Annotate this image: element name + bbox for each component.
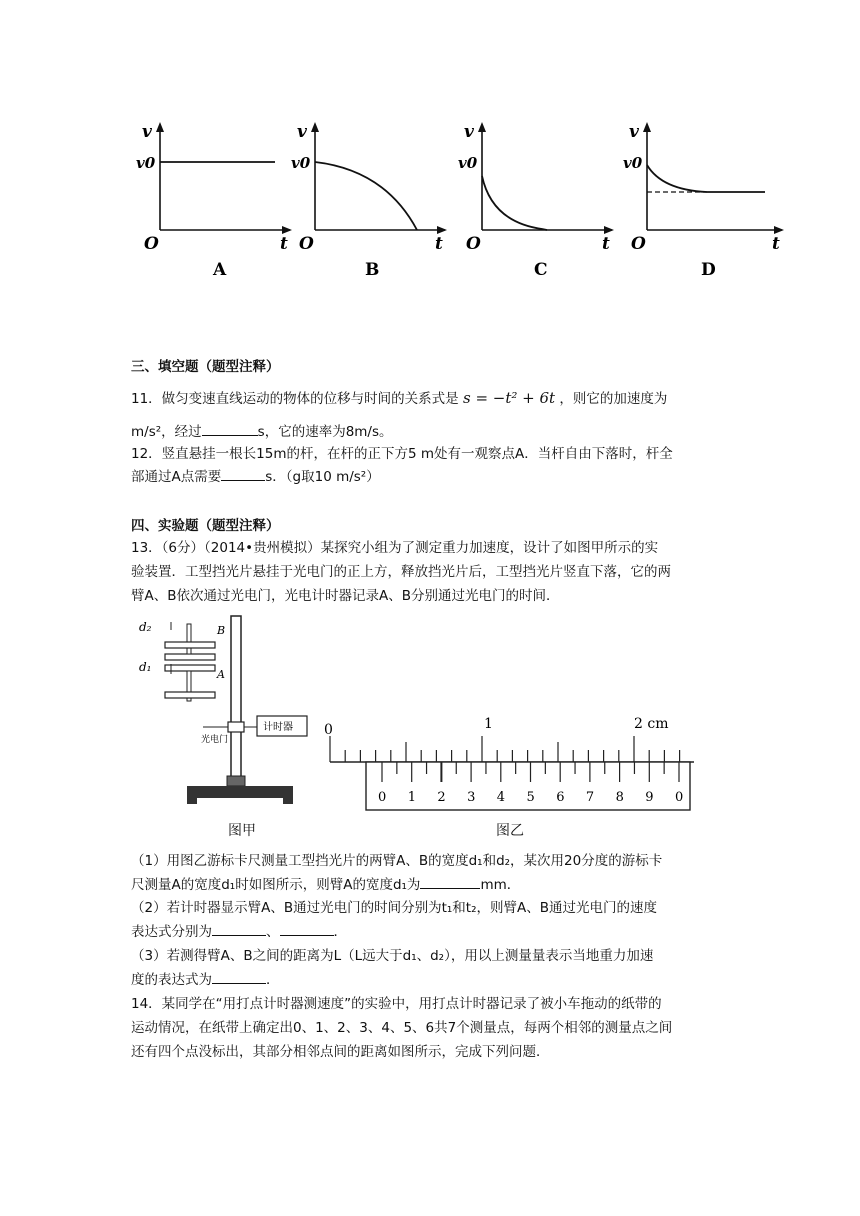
- vernier-label: 4: [496, 790, 506, 805]
- figure-a-caption: 图甲: [228, 823, 256, 839]
- question-14-line3: 还有四个点没标出，其部分相邻点间的距离如图所示，完成下列问题．: [131, 1044, 550, 1060]
- arm-b-label: B: [217, 624, 226, 637]
- question-14-line2: 运动情况，在纸带上确定出0、1、2、3、4、5、6共7个测量点，每两个相邻的测量点之间: [131, 1020, 673, 1036]
- sub-question-3-line2: 度的表达式为 ．: [131, 968, 731, 992]
- origin-label: O: [299, 234, 314, 254]
- answer-blank: [221, 466, 265, 481]
- origin-label: O: [466, 234, 481, 254]
- option-b-label: B: [365, 260, 380, 280]
- main-scale-ticks: [330, 736, 680, 762]
- vernier-label: 8: [615, 790, 624, 805]
- vernier-label: 7: [585, 790, 595, 805]
- question-13-line1: 13．（6分）（2014•贵州模拟）某探究小组为了测定重力加速度，设计了如图甲所示的实: [131, 540, 659, 556]
- d1-label: d₁: [139, 660, 152, 674]
- vernier-label: 3: [467, 790, 476, 805]
- t-axis-label: t: [772, 234, 780, 254]
- t-axis-label: t: [280, 234, 288, 254]
- question-14-line1: 14．某同学在“用打点计时器测速度”的实验中，用打点计时器记录了被小车拖动的纸带的: [131, 996, 662, 1012]
- question-11-line1: 11．做匀变速直线运动的物体的位移与时间的关系式是 s = −t² + 6t ，则它的加速度为: [131, 389, 668, 407]
- main-scale-label-2: 2 cm: [634, 716, 669, 732]
- graph-d: [623, 122, 784, 280]
- answer-blank: [212, 969, 266, 984]
- vernier-label: 6: [556, 790, 565, 805]
- arm-a-label: A: [217, 668, 225, 681]
- photogate-label: 光电门: [201, 735, 229, 745]
- option-c-label: C: [534, 260, 548, 280]
- question-13-line3: 臂A、B依次通过光电门，光电计时器记录A、B分别通过光电门的时间．: [131, 588, 560, 604]
- vernier-label: 5: [526, 790, 535, 805]
- apparatus-figure: [135, 612, 310, 812]
- sub-question-1-line2: 尺测量A的宽度d₁时如图所示，则臂A的宽度d₁为 mm．: [131, 873, 731, 897]
- figure-b-caption: 图乙: [496, 823, 524, 839]
- t-axis-label: t: [435, 234, 443, 254]
- vernier-label: 0: [675, 790, 684, 805]
- d2-label: d₂: [139, 620, 152, 634]
- answer-blank: [202, 421, 258, 436]
- vernier-label: 9: [645, 790, 654, 805]
- main-scale-label-1: 1: [484, 716, 493, 732]
- answer-blank: [420, 874, 480, 889]
- v0-label: v0: [623, 154, 643, 172]
- v0-label: v0: [136, 154, 156, 172]
- section-4-heading: 四、实验题（题型注释）: [131, 518, 280, 534]
- origin-label: O: [631, 234, 646, 254]
- vt-graph-options: [130, 110, 790, 290]
- vernier-caliper-figure: [322, 710, 694, 815]
- section-3-heading: 三、填空题（题型注释）: [131, 359, 280, 375]
- main-scale-label-0: 0: [324, 722, 333, 738]
- sub-question-2-line1: （2）若计时器显示臂A、B通过光电门的时间分别为t₁和t₂，则臂A、B通过光电门的速度: [131, 900, 657, 916]
- answer-blank: [212, 921, 266, 936]
- v-axis-label: v: [297, 122, 307, 142]
- question-11-line2: m/s²，经过 s，它的速率为8m/s。: [131, 420, 731, 444]
- vernier-label: 1: [407, 790, 416, 805]
- graph-b: [291, 122, 447, 280]
- question-12-line1: 12．竖直悬挂一根长15m的杆，在杆的正下方5 m处有一观察点A．当杆自由下落时，杆全: [131, 446, 673, 462]
- vernier-label: 2: [437, 790, 446, 805]
- v-axis-label: v: [629, 122, 639, 142]
- v-axis-label: v: [142, 122, 152, 142]
- answer-blank: [280, 921, 334, 936]
- sub-question-3-line1: （3）若测得臂A、B之间的距离为L（L远大于d₁、d₂），用以上测量量表示当地重力加速: [131, 948, 654, 964]
- v0-label: v0: [291, 154, 311, 172]
- displacement-formula: s = −t² + 6t: [462, 389, 556, 407]
- option-a-label: A: [213, 260, 227, 280]
- v-axis-label: v: [464, 122, 474, 142]
- question-12-line2: 部通过A点需要 s．（g取10 m/s²）: [131, 465, 731, 489]
- sub-question-1-line1: （1）用图乙游标卡尺测量工型挡光片的两臂A、B的宽度d₁和d₂，某次用20分度的游标卡: [131, 853, 663, 869]
- v0-label: v0: [458, 154, 478, 172]
- sub-question-2-line2: 表达式分别为 、 ．: [131, 920, 731, 944]
- origin-label: O: [144, 234, 159, 254]
- timer-label: 计时器: [263, 722, 293, 733]
- graph-c: [458, 122, 614, 280]
- t-axis-label: t: [602, 234, 610, 254]
- graph-a: [136, 122, 292, 280]
- option-d-label: D: [701, 260, 716, 280]
- vernier-label: 0: [378, 790, 387, 805]
- question-13-line2: 验装置．工型挡光片悬挂于光电门的正上方，释放挡光片后，工型挡光片竖直下落，它的两: [131, 564, 671, 580]
